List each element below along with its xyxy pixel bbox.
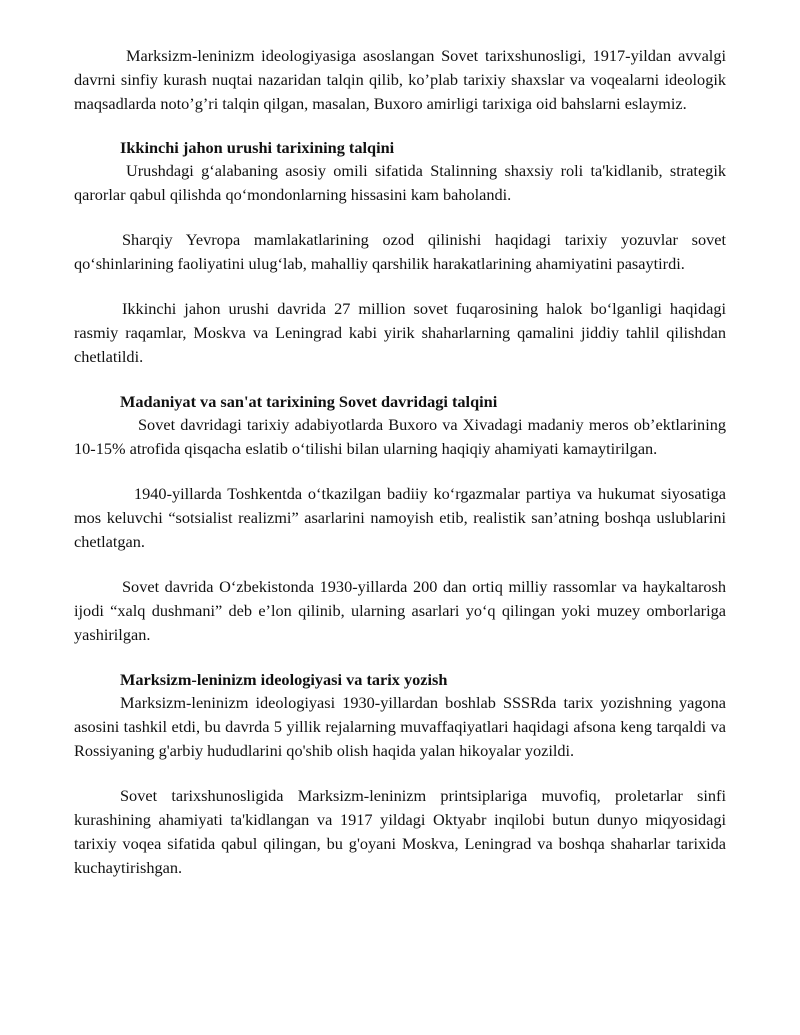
paragraph-soviet-historiography: Marksizm-leninizm ideologiyasiga asoslangan Sovet tarixshunosligi, 1917-yildan avvalgi davrni sinfiy kurash nuqtai nazaridan talqin qilib, ko’plab tarixiy shaxslar va voqealarni ideologik maqsadlarda noto’g’ri talqin qilgan, masalan, Buxoro amirligi tarixiga oid bahslarni eslaymiz.: [74, 46, 726, 113]
paragraph-stalin-role: Urushdagi g‘alabaning asosiy omili sifatida Stalinning shaxsiy roli ta'kidlanib, strategik qarorlar qabul qilishda qo‘mondonlarning hissasini kam baholandi.: [74, 161, 726, 204]
paragraph-eastern-europe: Sharqiy Yevropa mamlakatlarining ozod qilinishi haqidagi tarixiy yozuvlar sovet qo‘shinlarining faoliyatini ulug‘lab, mahalliy qarshilik harakatlarining ahamiyatini pasaytirdi.: [74, 230, 726, 273]
paragraph-cultural-heritage: Sovet davridagi tarixiy adabiyotlarda Buxoro va Xivadagi madaniy meros ob’ektlarining 10-15% atrofida qisqacha eslatib o‘tilishi bilan ularning haqiqiy ahamiyati kamaytirilgan.: [74, 415, 726, 458]
heading-ideology-history: Marksizm-leninizm ideologiyasi va tarix yozish: [120, 670, 448, 689]
paragraph-war-casualties: Ikkinchi jahon urushi davrida 27 million sovet fuqarosining halok bo‘lganligi haqidagi rasmiy raqamlar, Moskva va Leningrad kabi yirik shaharlarning qamalini jiddiy tahlil qilishdan chetlatildi.: [74, 299, 726, 366]
paragraph-history-writing: Marksizm-leninizm ideologiyasi 1930-yillardan boshlab SSSRda tarix yozishning yagona asosini tashkil etdi, bu davrda 5 yillik rejalarning muvaffaqiyatlari haqidagi afsona keng tarqaldi va Rossiyaning g'arbiy hududlarini qo'shib olish haqida yalan hikoyalar yozildi.: [74, 693, 726, 760]
heading-ww2-interpretation: Ikkinchi jahon urushi tarixining talqini: [120, 138, 395, 157]
heading-culture-art: Madaniyat va san'at tarixining Sovet davridagi talqini: [120, 392, 498, 411]
paragraph-repressed-artists: Sovet davrida O‘zbekistonda 1930-yillarda 200 dan ortiq milliy rassomlar va haykaltarosh ijodi “xalq dushmani” deb e’lon qilinib, ularning asarlari yo‘q qilingan yoki muzey omborlariga yashirilgan.: [74, 577, 726, 644]
paragraph-art-exhibitions: 1940-yillarda Toshkentda o‘tkazilgan badiiy ko‘rgazmalar partiya va hukumat siyosatiga mos keluvchi “sotsialist realizmi” asarlarini namoyish etib, realistik san’atning boshqa uslublarini chetlatgan.: [74, 484, 726, 551]
paragraph-class-struggle: Sovet tarixshunosligida Marksizm-leninizm printsiplariga muvofiq, proletarlar sinfi kurashining ahamiyati ta'kidlangan va 1917 yildagi Oktyabr inqilobi butun dunyo miqyosidagi tarixiy voqea sifatida qabul qilingan, bu g'oyani Moskva, Leningrad va boshqa shaharlar tarixida kuchaytirishgan.: [74, 786, 726, 877]
